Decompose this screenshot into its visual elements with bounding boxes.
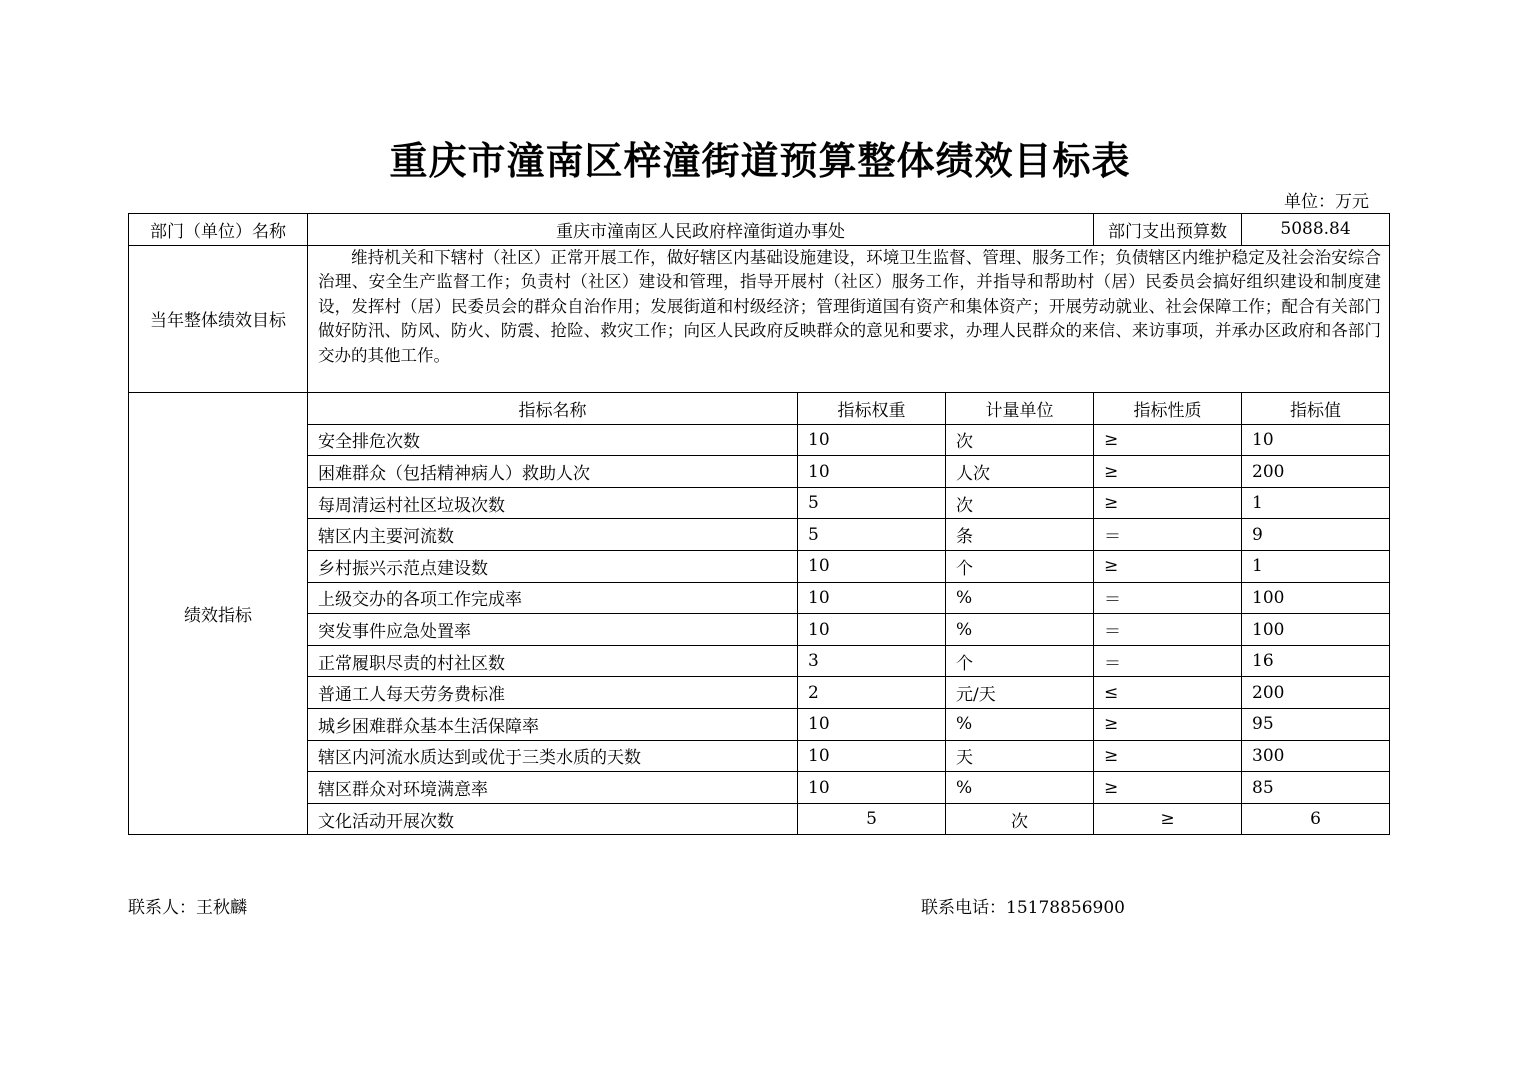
- indicators-label: 绩效指标: [129, 393, 308, 835]
- indicator-name: 困难群众（包括精神病人）救助人次: [308, 456, 798, 488]
- indicator-unit: 条: [946, 519, 1094, 551]
- indicator-name: 安全排危次数: [308, 424, 798, 456]
- table-row: [129, 582, 1390, 614]
- indicator-nature: ≥: [1094, 456, 1242, 488]
- indicator-name: 文化活动开展次数: [308, 803, 798, 835]
- table-row: [129, 614, 1390, 646]
- indicator-weight: 5: [798, 519, 946, 551]
- indicator-weight: 10: [798, 614, 946, 646]
- indicator-name: 辖区内主要河流数: [308, 519, 798, 551]
- indicator-unit: 人次: [946, 456, 1094, 488]
- indicator-nature: ≥: [1094, 551, 1242, 583]
- contact-person: 联系人：王秋麟: [128, 898, 247, 918]
- indicator-value: 95: [1242, 709, 1390, 741]
- indicator-value: 10: [1242, 424, 1390, 456]
- indicator-weight: 3: [798, 645, 946, 677]
- indicator-unit: 天: [946, 740, 1094, 772]
- indicator-weight: 10: [798, 740, 946, 772]
- col-header-nature: 指标性质: [1094, 393, 1242, 425]
- table-row: [129, 519, 1390, 551]
- goal-cell: [308, 245, 1390, 393]
- indicator-name: 辖区内河流水质达到或优于三类水质的天数: [308, 740, 798, 772]
- table-row: [129, 709, 1390, 741]
- col-header-weight: 指标权重: [798, 393, 946, 425]
- indicator-name: 辖区群众对环境满意率: [308, 772, 798, 804]
- goal-text: 维持机关和下辖村（社区）正常开展工作，做好辖区内基础设施建设，环境卫生监督、管理、服务工作；负债辖区内维护稳定及社会治安综合治理、安全生产监督工作；负责村（社区）建设和管理，指导开展村（社区）服务工作，并指导和帮助村（居）民委员会搞好组织建设和制度建设，发挥村（居）民委员会的群众自治作用；发展街道和村级经济；管理街道国有资产和集体资产；开展劳动就业、社会保障工作；配合有关部门做好防汛、防风、防火、防震、抢险、救灾工作；向区人民政府反映群众的意见和要求，办理人民群众的来信、来访事项，并承办区政府和各部门交办的其他工作。: [318, 247, 1382, 365]
- budget-value: 5088.84: [1242, 214, 1390, 246]
- indicator-name: 普通工人每天劳务费标准: [308, 677, 798, 709]
- goal-label: 当年整体绩效目标: [129, 245, 308, 393]
- table-row: [129, 803, 1390, 835]
- table-row: [129, 740, 1390, 772]
- indicator-nature: ≥: [1094, 803, 1242, 835]
- indicator-nature: ≥: [1094, 772, 1242, 804]
- indicator-value: 6: [1242, 803, 1390, 835]
- indicator-unit: %: [946, 772, 1094, 804]
- indicator-nature: ≤: [1094, 677, 1242, 709]
- unit-label: 单位：万元: [1284, 192, 1369, 212]
- page-title: 重庆市潼南区梓潼街道预算整体绩效目标表: [389, 138, 1131, 183]
- dept-name-value: 重庆市潼南区人民政府梓潼街道办事处: [308, 214, 1094, 246]
- budget-label: 部门支出预算数: [1094, 214, 1242, 246]
- indicator-name: 正常履职尽责的村社区数: [308, 645, 798, 677]
- table-row: [129, 456, 1390, 488]
- indicator-unit: 元/天: [946, 677, 1094, 709]
- indicator-value: 200: [1242, 677, 1390, 709]
- indicator-name: 城乡困难群众基本生活保障率: [308, 709, 798, 741]
- indicator-weight: 10: [798, 709, 946, 741]
- indicator-value: 100: [1242, 582, 1390, 614]
- indicator-weight: 5: [798, 803, 946, 835]
- indicator-value: 1: [1242, 487, 1390, 519]
- indicator-unit: 次: [946, 803, 1094, 835]
- col-header-unit: 计量单位: [946, 393, 1094, 425]
- indicator-nature: ＝: [1094, 645, 1242, 677]
- indicator-name: 突发事件应急处置率: [308, 614, 798, 646]
- dept-name-label: 部门（单位）名称: [129, 214, 308, 246]
- table-row: [129, 772, 1390, 804]
- indicator-value: 16: [1242, 645, 1390, 677]
- indicator-weight: 10: [798, 424, 946, 456]
- indicator-weight: 5: [798, 487, 946, 519]
- indicator-value: 200: [1242, 456, 1390, 488]
- col-header-value: 指标值: [1242, 393, 1390, 425]
- header-row: [129, 214, 1390, 246]
- indicator-unit: 个: [946, 645, 1094, 677]
- table-row: [129, 551, 1390, 583]
- indicator-nature: ≥: [1094, 487, 1242, 519]
- indicator-value: 1: [1242, 551, 1390, 583]
- indicator-unit: 个: [946, 551, 1094, 583]
- indicator-weight: 2: [798, 677, 946, 709]
- col-header-name: 指标名称: [308, 393, 798, 425]
- indicator-name: 每周清运村社区垃圾次数: [308, 487, 798, 519]
- table-row: [129, 677, 1390, 709]
- table-row: [129, 487, 1390, 519]
- indicator-weight: 10: [798, 772, 946, 804]
- indicator-value: 85: [1242, 772, 1390, 804]
- indicator-header-row: [129, 393, 1390, 425]
- table-row: [129, 424, 1390, 456]
- indicator-nature: ＝: [1094, 519, 1242, 551]
- indicator-weight: 10: [798, 456, 946, 488]
- indicator-nature: ≥: [1094, 709, 1242, 741]
- indicator-unit: %: [946, 709, 1094, 741]
- performance-table: [128, 213, 1390, 835]
- indicator-name: 上级交办的各项工作完成率: [308, 582, 798, 614]
- goal-row: [129, 245, 1390, 393]
- indicator-nature: ＝: [1094, 614, 1242, 646]
- table-row: [129, 645, 1390, 677]
- indicator-value: 100: [1242, 614, 1390, 646]
- indicator-value: 9: [1242, 519, 1390, 551]
- indicator-nature: ＝: [1094, 582, 1242, 614]
- contact-phone: 联系电话：15178856900: [921, 898, 1125, 918]
- indicator-nature: ≥: [1094, 740, 1242, 772]
- indicator-name: 乡村振兴示范点建设数: [308, 551, 798, 583]
- indicator-value: 300: [1242, 740, 1390, 772]
- indicator-unit: %: [946, 582, 1094, 614]
- indicator-unit: 次: [946, 487, 1094, 519]
- indicator-weight: 10: [798, 551, 946, 583]
- indicator-weight: 10: [798, 582, 946, 614]
- indicator-nature: ≥: [1094, 424, 1242, 456]
- indicator-unit: 次: [946, 424, 1094, 456]
- indicator-unit: %: [946, 614, 1094, 646]
